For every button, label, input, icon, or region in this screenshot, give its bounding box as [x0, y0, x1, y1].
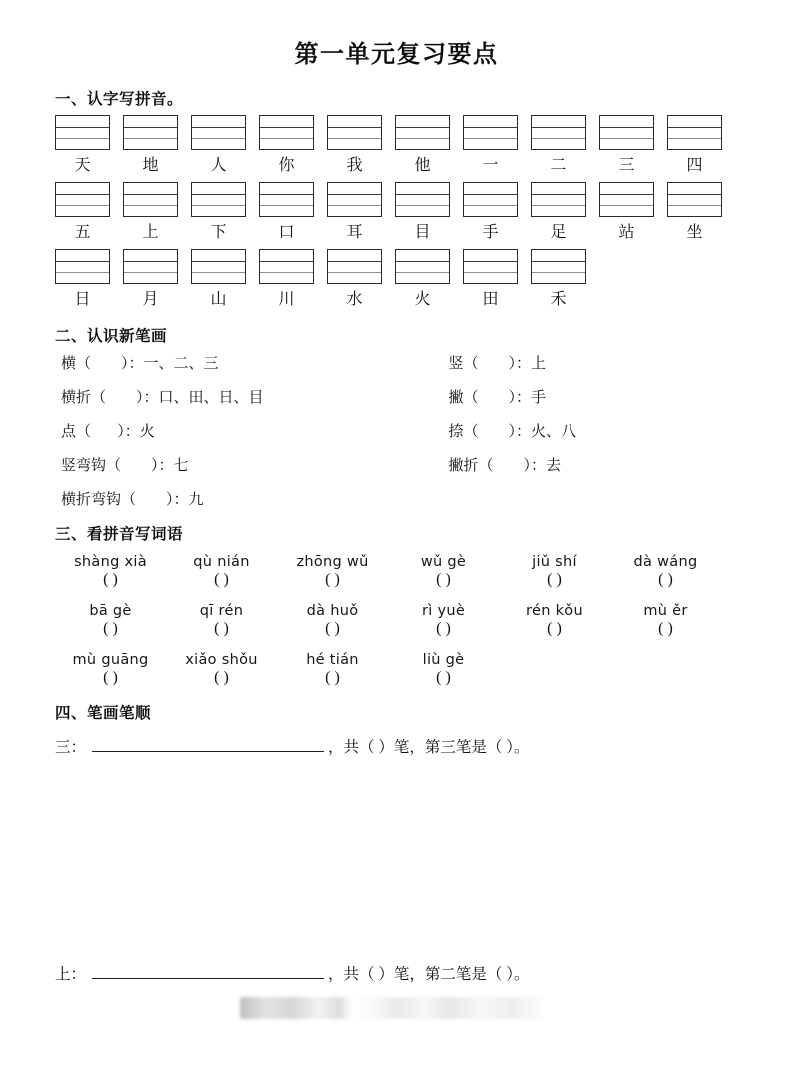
pinyin-box-line [124, 272, 177, 273]
pinyin-box[interactable] [599, 115, 654, 150]
char-cell[interactable] [463, 249, 518, 314]
stroke-answer-blank[interactable]: （ ）： [76, 424, 140, 440]
stroke-order-write-line[interactable] [92, 962, 324, 979]
pinyin-box[interactable] [599, 182, 654, 217]
pinyin-prompt: bā gè [89, 603, 132, 619]
pinyin-prompt: liù gè [422, 652, 465, 668]
answer-blank[interactable]: ( ) [214, 571, 229, 588]
char-label: 一 [482, 155, 499, 174]
pinyin-box-line [668, 127, 721, 128]
pinyin-box[interactable] [259, 249, 314, 284]
char-cell[interactable] [327, 182, 382, 247]
pinyin-prompt: zhōng wǔ [296, 554, 369, 570]
stroke-row [55, 386, 738, 407]
pinyin-box[interactable] [259, 115, 314, 150]
char-label: 三 [618, 155, 635, 174]
char-cell[interactable] [55, 182, 110, 247]
pinyin-box-line [532, 205, 585, 206]
stroke-entry[interactable] [55, 454, 397, 475]
pinyin-box-line [192, 138, 245, 139]
char-cell[interactable] [191, 182, 246, 247]
stroke-examples: 去 [546, 458, 562, 474]
stroke-order-row-clipped [55, 962, 745, 984]
stroke-name: 竖 [448, 356, 464, 372]
pinyin-prompt: dà wáng [633, 554, 698, 570]
stroke-answer-blank[interactable]: （ ）： [91, 390, 159, 406]
answer-blank[interactable]: ( ) [325, 620, 340, 637]
stroke-answer-blank[interactable]: （ ）： [463, 424, 532, 440]
pinyin-box-line [668, 138, 721, 139]
pinyin-prompt-row [55, 554, 738, 570]
pinyin-box-line [396, 194, 449, 195]
pinyin-box-line [328, 272, 381, 273]
char-cell[interactable] [395, 182, 450, 247]
pinyin-box-line [328, 138, 381, 139]
pinyin-box-line [192, 127, 245, 128]
stroke-name: 捺 [448, 424, 464, 440]
pinyin-prompt-row [55, 603, 738, 619]
pinyin-box[interactable] [191, 249, 246, 284]
pinyin-box[interactable] [259, 182, 314, 217]
pinyin-prompt: xiǎo shǒu [185, 652, 258, 668]
char-label: 地 [142, 155, 159, 174]
pinyin-box-line [192, 272, 245, 273]
char-cell[interactable] [123, 115, 178, 180]
pinyin-box[interactable] [123, 249, 178, 284]
answer-blank[interactable]: ( ) [658, 571, 673, 588]
answer-row [55, 571, 738, 589]
char-cell[interactable] [327, 249, 382, 314]
pinyin-box-line [600, 127, 653, 128]
pinyin-box[interactable] [395, 115, 450, 150]
pinyin-box[interactable] [327, 249, 382, 284]
answer-blank[interactable]: ( ) [103, 571, 118, 588]
pinyin-box-line [260, 261, 313, 262]
pinyin-box[interactable] [55, 115, 110, 150]
char-label: 日 [74, 289, 91, 308]
pinyin-prompt: mù guāng [72, 652, 149, 668]
stroke-name: 撇 [448, 390, 464, 406]
pinyin-box-line [396, 127, 449, 128]
char-label: 坐 [686, 222, 703, 241]
char-label: 田 [482, 289, 499, 308]
stroke-entry-empty [397, 488, 739, 509]
pinyin-box[interactable] [531, 182, 586, 217]
pinyin-box-line [56, 194, 109, 195]
pinyin-box-line [192, 194, 245, 195]
stroke-answer-blank[interactable]: （ ）： [76, 356, 144, 372]
stroke-examples: 手 [531, 390, 547, 406]
pinyin-prompt: rén kǒu [526, 603, 583, 619]
char-cell[interactable] [327, 115, 382, 180]
pinyin-box-line [532, 272, 585, 273]
pinyin-prompt: jiǔ shí [532, 554, 577, 570]
char-cell[interactable] [191, 249, 246, 314]
pinyin-box[interactable] [531, 115, 586, 150]
pinyin-box-line [532, 138, 585, 139]
answer-blank[interactable]: ( ) [547, 620, 562, 637]
pinyin-box-line [56, 261, 109, 262]
char-cell[interactable] [463, 115, 518, 180]
answer-blank[interactable]: ( ) [103, 620, 118, 637]
pinyin-box-line [260, 138, 313, 139]
answer-blank[interactable]: ( ) [103, 669, 118, 686]
pinyin-box-line [532, 127, 585, 128]
char-label: 你 [278, 155, 295, 174]
pinyin-box-line [328, 127, 381, 128]
pinyin-box[interactable] [395, 182, 450, 217]
char-row [55, 182, 738, 247]
char-cell[interactable] [667, 115, 722, 180]
pinyin-box-line [464, 127, 517, 128]
pinyin-prompt: qī rén [199, 603, 244, 619]
stroke-name: 撇折 [448, 458, 479, 474]
pinyin-box[interactable] [463, 249, 518, 284]
stroke-entry[interactable] [397, 352, 739, 373]
char-cell[interactable] [531, 249, 586, 314]
pinyin-box-line [532, 261, 585, 262]
pinyin-box[interactable] [667, 182, 722, 217]
pinyin-box-line [260, 272, 313, 273]
stroke-order-row [55, 735, 738, 757]
char-row [55, 249, 738, 314]
stroke-entry[interactable] [55, 488, 397, 509]
pinyin-box-line [464, 261, 517, 262]
stroke-row [55, 420, 738, 441]
char-cell[interactable] [395, 249, 450, 314]
answer-row [55, 669, 738, 687]
pinyin-box-line [328, 261, 381, 262]
pinyin-box-line [124, 127, 177, 128]
char-cell[interactable] [395, 115, 450, 180]
pinyin-box-line [192, 261, 245, 262]
pinyin-box-line [56, 205, 109, 206]
stroke-entry[interactable] [55, 352, 397, 373]
char-label: 上 [142, 222, 159, 241]
stroke-examples: 上 [531, 356, 547, 372]
char-label: 天 [74, 155, 91, 174]
answer-blank[interactable]: ( ) [325, 571, 340, 588]
pinyin-box[interactable] [395, 249, 450, 284]
pinyin-box-line [396, 138, 449, 139]
pinyin-box[interactable] [191, 182, 246, 217]
pinyin-box-line [260, 194, 313, 195]
stroke-name: 横折 [61, 390, 92, 406]
pinyin-box[interactable] [327, 115, 382, 150]
stroke-answer-blank[interactable]: （ ）： [478, 458, 547, 474]
stroke-answer-blank[interactable]: （ ）： [463, 390, 532, 406]
stroke-order-char: 上： [55, 966, 87, 983]
pinyin-prompt: wǔ gè [420, 554, 467, 570]
char-label: 他 [414, 155, 431, 174]
stroke-examples: 火 [139, 424, 155, 440]
answer-blank[interactable]: ( ) [436, 669, 451, 686]
char-label: 目 [414, 222, 431, 241]
pinyin-box[interactable] [55, 249, 110, 284]
pinyin-prompt: hé tián [306, 652, 359, 668]
stroke-row [55, 488, 738, 509]
char-cell[interactable] [55, 249, 110, 314]
pinyin-box[interactable] [327, 182, 382, 217]
stroke-list [55, 352, 738, 509]
pinyin-box-line [396, 272, 449, 273]
stroke-order-row [55, 962, 745, 984]
answer-blank[interactable]: ( ) [214, 620, 229, 637]
stroke-name: 横 [61, 356, 77, 372]
stroke-entry[interactable] [55, 420, 397, 441]
char-label: 月 [142, 289, 159, 308]
pinyin-box-line [464, 194, 517, 195]
char-label: 下 [210, 222, 227, 241]
char-cell[interactable] [463, 182, 518, 247]
blurred-watermark [240, 997, 542, 1019]
stroke-name: 横折弯钩 [61, 492, 122, 508]
pinyin-box-line [600, 194, 653, 195]
stroke-examples: 九 [188, 492, 204, 508]
stroke-examples: 一、二、三 [143, 356, 219, 372]
pinyin-box-line [56, 127, 109, 128]
stroke-entry[interactable] [397, 454, 739, 475]
pinyin-box-line [124, 261, 177, 262]
stroke-examples: 七 [173, 458, 189, 474]
char-cell[interactable] [191, 115, 246, 180]
char-cell[interactable] [55, 115, 110, 180]
char-label: 手 [482, 222, 499, 241]
stroke-row [55, 454, 738, 475]
pinyin-box-line [124, 194, 177, 195]
char-label: 二 [550, 155, 567, 174]
stroke-name: 竖弯钩 [61, 458, 107, 474]
stroke-name: 点 [61, 424, 77, 440]
pinyin-box-line [464, 205, 517, 206]
stroke-entry[interactable] [397, 420, 739, 441]
char-label: 我 [346, 155, 363, 174]
answer-blank[interactable]: ( ) [547, 571, 562, 588]
pinyin-box[interactable] [667, 115, 722, 150]
stroke-order-exercise [55, 735, 738, 757]
pinyin-box[interactable] [531, 249, 586, 284]
stroke-entry[interactable] [55, 386, 397, 407]
char-cell[interactable] [667, 182, 722, 247]
pinyin-box-line [192, 205, 245, 206]
pinyin-prompt: dà huǒ [306, 603, 359, 619]
pinyin-box-line [124, 138, 177, 139]
answer-blank[interactable]: ( ) [436, 571, 451, 588]
pinyin-box[interactable] [191, 115, 246, 150]
pinyin-box[interactable] [463, 115, 518, 150]
pinyin-prompt: rì yuè [421, 603, 466, 619]
pinyin-box-line [396, 205, 449, 206]
stroke-examples: 火、八 [531, 424, 577, 440]
char-label: 人 [210, 155, 227, 174]
pinyin-box-line [464, 138, 517, 139]
char-label: 禾 [550, 289, 567, 308]
char-label: 足 [550, 222, 567, 241]
section-heading-4: 四、笔画笔顺 [55, 704, 152, 722]
pinyin-box-line [328, 194, 381, 195]
pinyin-box-line [396, 261, 449, 262]
pinyin-prompt: qù nián [193, 554, 250, 570]
pinyin-practice-grid [55, 115, 738, 314]
char-label: 山 [210, 289, 227, 308]
char-row [55, 115, 738, 180]
pinyin-box-line [260, 205, 313, 206]
char-cell[interactable] [531, 182, 586, 247]
pinyin-box-line [600, 205, 653, 206]
section-heading-1: 一、认字写拼音。 [55, 90, 184, 108]
char-cell[interactable] [259, 182, 314, 247]
stroke-order-question[interactable]: ，共（ ）笔，第三笔是（ ）。 [328, 739, 530, 756]
char-label: 火 [414, 289, 431, 308]
pinyin-box[interactable] [123, 115, 178, 150]
pinyin-box-line [260, 127, 313, 128]
char-label: 耳 [346, 222, 363, 241]
pinyin-prompt: mù ěr [643, 603, 688, 619]
char-label: 水 [346, 289, 363, 308]
char-cell[interactable] [259, 249, 314, 314]
pinyin-box-line [56, 272, 109, 273]
stroke-answer-blank[interactable]: （ ）： [121, 492, 189, 508]
pinyin-prompt: shàng xià [74, 554, 147, 570]
answer-blank[interactable]: ( ) [436, 620, 451, 637]
section-heading-3: 三、看拼音写词语 [55, 525, 184, 543]
stroke-examples: 口、田、日、目 [158, 390, 264, 406]
stroke-entry[interactable] [397, 386, 739, 407]
page-title: 第一单元复习要点 [294, 40, 499, 68]
stroke-order-char: 三： [55, 739, 87, 756]
char-cell[interactable] [599, 115, 654, 180]
stroke-row [55, 352, 738, 373]
answer-blank[interactable]: ( ) [214, 669, 229, 686]
pinyin-box-line [600, 138, 653, 139]
char-cell[interactable] [123, 182, 178, 247]
pinyin-box-line [328, 205, 381, 206]
char-cell[interactable] [123, 249, 178, 314]
pinyin-box-line [532, 194, 585, 195]
pinyin-box-line [124, 205, 177, 206]
char-label: 五 [74, 222, 91, 241]
pinyin-box[interactable] [463, 182, 518, 217]
stroke-order-write-line[interactable] [92, 735, 324, 752]
pinyin-box[interactable] [55, 182, 110, 217]
char-label: 站 [618, 222, 635, 241]
stroke-answer-blank[interactable]: （ ）： [463, 356, 532, 372]
pinyin-box[interactable] [123, 182, 178, 217]
char-label: 川 [278, 289, 295, 308]
char-label: 四 [686, 155, 703, 174]
answer-row [55, 620, 738, 638]
pinyin-box-line [464, 272, 517, 273]
pinyin-box-line [668, 194, 721, 195]
stroke-answer-blank[interactable]: （ ）： [106, 458, 174, 474]
stroke-order-question[interactable]: ，共（ ）笔，第二笔是（ ）。 [328, 966, 530, 983]
pinyin-box-line [56, 138, 109, 139]
answer-blank[interactable]: ( ) [325, 669, 340, 686]
char-cell[interactable] [599, 182, 654, 247]
char-label: 口 [278, 222, 295, 241]
section-heading-2: 二、认识新笔画 [55, 327, 168, 345]
answer-blank[interactable]: ( ) [658, 620, 673, 637]
char-cell[interactable] [259, 115, 314, 180]
pinyin-prompt-row [55, 652, 738, 668]
pinyin-word-exercise [55, 554, 738, 687]
pinyin-box-line [668, 205, 721, 206]
char-cell[interactable] [531, 115, 586, 180]
